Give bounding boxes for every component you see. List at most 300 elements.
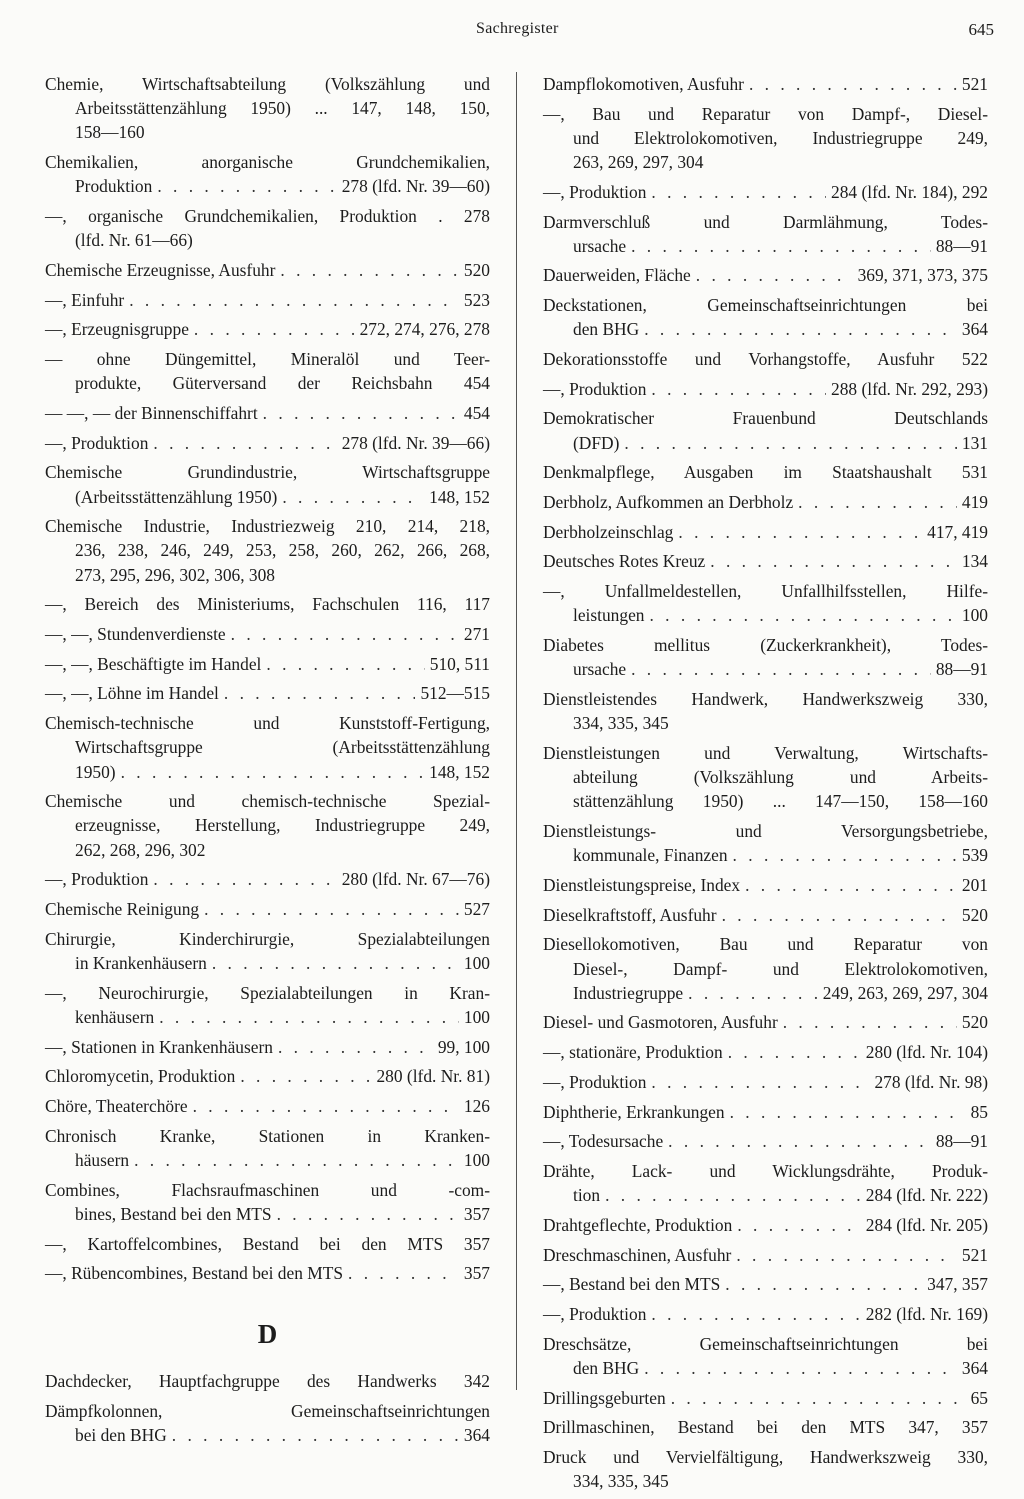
index-term: —, —, Beschäftigte im Handel	[45, 653, 262, 674]
dot-leader	[278, 1035, 433, 1059]
page-reference: 357	[463, 1263, 490, 1284]
page-reference: 134	[961, 551, 988, 572]
index-line: stättenzählung 1950) ... 147—150, 158—160	[573, 791, 988, 812]
index-line	[543, 1213, 988, 1237]
dot-leader	[644, 1356, 957, 1380]
index-line: Diesellokomotiven, Bau und Reparatur von	[543, 934, 988, 955]
index-entry	[45, 622, 490, 646]
index-entry	[45, 897, 490, 921]
page-reference: 523	[463, 289, 490, 310]
index-line	[45, 288, 490, 312]
index-entry	[543, 1159, 988, 1207]
page-reference: 364	[961, 1357, 988, 1378]
dot-leader	[651, 1070, 869, 1094]
index-term: Diesel- und Gasmotoren, Ausfuhr	[543, 1012, 778, 1033]
page-header	[0, 20, 1024, 44]
dot-leader	[733, 843, 957, 867]
index-line: Chemische Grundindustrie, Wirtschaftsgruppe	[45, 462, 490, 483]
dot-leader	[749, 72, 957, 96]
index-entry	[543, 1100, 988, 1124]
index-term: bines, Bestand bei den MTS	[75, 1203, 272, 1224]
index-entry	[45, 514, 490, 587]
page-reference: 100	[463, 953, 490, 973]
index-term: —, Stationen in Krankenhäusern	[45, 1036, 273, 1057]
dot-leader	[651, 180, 826, 204]
index-line	[543, 180, 988, 204]
index-line: erzeugnisse, Herstellung, Industriegruppe 249,	[75, 815, 490, 836]
index-line	[543, 603, 988, 627]
dot-leader	[134, 1148, 459, 1172]
index-entry	[543, 293, 988, 341]
page-reference: 278 (lfd. Nr. 98)	[874, 1071, 988, 1092]
dot-leader	[263, 401, 459, 425]
dot-leader	[798, 490, 957, 514]
index-term: —, Bestand bei den MTS	[543, 1274, 721, 1295]
index-line: Drähte, Lack- und Wicklungsdrähte, Produk-	[543, 1160, 988, 1181]
page-reference: 419	[961, 492, 988, 513]
index-line: — ohne Düngemittel, Mineralöl und Teer-	[45, 349, 490, 370]
index-line	[543, 490, 988, 514]
index-line	[543, 981, 988, 1005]
index-line: Diesel-, Dampf- und Elektrolokomotiven,	[573, 958, 988, 979]
column-divider	[516, 72, 517, 1390]
dot-leader	[121, 760, 425, 784]
index-line: Drillmaschinen, Bestand bei den MTS 347, 357	[543, 1417, 988, 1438]
index-term: (DFD)	[573, 432, 620, 453]
index-entry	[45, 204, 490, 252]
dot-leader	[204, 897, 459, 921]
index-entry	[45, 1064, 490, 1088]
dot-leader	[644, 317, 957, 341]
dot-leader	[783, 1010, 957, 1034]
index-entry	[543, 1243, 988, 1267]
dot-leader	[194, 317, 355, 341]
index-term: Drahtgeflechte, Produktion	[543, 1214, 733, 1235]
index-entry	[45, 317, 490, 341]
index-line: 262, 268, 296, 302	[75, 839, 206, 860]
index-entry	[45, 1399, 490, 1447]
index-entry	[543, 72, 988, 96]
left-column	[45, 72, 490, 1453]
index-entry	[543, 1272, 988, 1296]
page-reference: 284 (lfd. Nr. 205)	[865, 1214, 988, 1235]
index-entry	[543, 1129, 988, 1153]
index-entry	[543, 1070, 988, 1094]
index-entry	[45, 927, 490, 975]
page-reference: 347, 357	[927, 1274, 988, 1295]
dot-leader	[737, 1213, 860, 1237]
index-line	[543, 1356, 988, 1380]
index-term: Industriegruppe	[573, 982, 684, 1003]
index-entry	[45, 1094, 490, 1118]
index-line	[543, 1386, 988, 1410]
page-reference: 126	[463, 1096, 490, 1117]
index-line	[543, 317, 988, 341]
index-term: ursache	[573, 235, 627, 256]
dot-leader	[671, 1386, 966, 1410]
index-term: den BHG	[573, 1357, 640, 1378]
index-line: 263, 269, 297, 304	[573, 152, 704, 173]
dot-leader	[159, 1005, 459, 1029]
index-entry	[543, 687, 988, 735]
dot-leader	[745, 873, 957, 897]
index-line	[543, 1129, 988, 1153]
index-line: Chirurgie, Kinderchirurgie, Spezialabteilungen	[45, 928, 490, 949]
index-term: Diphtherie, Erkrankungen	[543, 1101, 725, 1122]
dot-leader	[688, 981, 818, 1005]
index-line: Deckstationen, Gemeinschaftseinrichtungen bei	[543, 295, 988, 316]
index-entry	[543, 347, 988, 371]
index-term: Derbholz, Aufkommen an Derbholz	[543, 492, 794, 513]
page-reference: 527	[463, 899, 490, 920]
index-entry	[543, 490, 988, 514]
index-entry	[543, 819, 988, 867]
page-reference: 454	[463, 402, 490, 423]
index-entry	[543, 102, 988, 175]
index-term: —, —, Stundenverdienste	[45, 624, 226, 645]
index-line	[45, 174, 490, 198]
index-term: kenhäusern	[75, 1006, 155, 1027]
index-line: (lfd. Nr. 61—66)	[75, 230, 193, 251]
index-entry	[543, 903, 988, 927]
page-number: 645	[968, 20, 994, 39]
index-term: —, Einfuhr	[45, 289, 125, 310]
index-term: —, Produktion	[543, 1303, 647, 1324]
index-term: —, Produktion	[543, 378, 647, 399]
index-line: Chemische und chemisch-technische Spezial-	[45, 791, 490, 812]
page-reference: 369, 371, 373, 375	[857, 265, 988, 286]
index-term: Chloromycetin, Produktion	[45, 1066, 236, 1087]
page-reference: 280 (lfd. Nr. 104)	[865, 1042, 988, 1063]
page-reference: 278 (lfd. Nr. 39—60)	[341, 176, 490, 197]
dot-leader	[730, 1100, 966, 1124]
page-reference: 88—91	[935, 235, 988, 256]
page-reference: 148, 152	[429, 486, 490, 507]
page-reference: 364	[463, 1425, 490, 1446]
index-term: Chemische Reinigung	[45, 899, 200, 920]
index-entry	[543, 873, 988, 897]
page-reference: 100	[463, 1006, 490, 1027]
index-entry	[45, 288, 490, 312]
index-term: bei den BHG	[75, 1425, 167, 1446]
index-term: Derbholzeinschlag	[543, 521, 674, 542]
index-line	[543, 549, 988, 573]
index-line: Demokratischer Frauenbund Deutschlands	[543, 408, 988, 429]
index-line	[45, 681, 490, 705]
index-term: Produktion	[75, 176, 153, 197]
index-term: —, Erzeugnisgruppe	[45, 319, 189, 340]
index-line: —, Bereich des Ministeriums, Fachschulen 116, 117	[45, 594, 490, 615]
running-title: Sachregister	[476, 20, 559, 37]
index-entry	[45, 1178, 490, 1226]
dot-leader	[678, 520, 922, 544]
index-entry	[543, 1010, 988, 1034]
index-term: Chemische Erzeugnisse, Ausfuhr	[45, 259, 276, 280]
page-reference: 521	[961, 1244, 988, 1265]
index-line	[45, 1035, 490, 1059]
index-entry	[45, 431, 490, 455]
index-line: Dekorationsstoffe und Vorhangstoffe, Ausfuhr 522	[543, 349, 988, 370]
index-entry	[543, 741, 988, 814]
index-term: in Krankenhäusern	[75, 953, 207, 973]
dot-leader	[605, 1183, 861, 1207]
index-term: 1950)	[75, 761, 116, 782]
index-line	[543, 431, 988, 455]
index-term: Chöre, Theaterchöre	[45, 1096, 188, 1117]
index-term: Dampflokomotiven, Ausfuhr	[543, 74, 744, 94]
dot-leader	[725, 1272, 922, 1296]
index-line: —, organische Grundchemikalien, Produktion . 278	[45, 206, 490, 227]
index-line: Denkmalpflege, Ausgaben im Staatshaushalt 531	[543, 462, 988, 483]
index-term: kommunale, Finanzen	[573, 845, 728, 866]
index-line: 273, 295, 296, 302, 306, 308	[75, 564, 275, 585]
page-reference: 100	[961, 605, 988, 626]
index-line: Dienstleistungen und Verwaltung, Wirtschafts-	[543, 742, 988, 763]
index-line	[543, 1070, 988, 1094]
index-entry	[45, 72, 490, 145]
index-term: —, Rübencombines, Bestand bei den MTS	[45, 1263, 344, 1284]
index-line	[543, 1272, 988, 1296]
dot-leader	[282, 485, 424, 509]
dot-leader	[722, 903, 957, 927]
dot-leader	[277, 1202, 459, 1226]
index-line	[45, 1148, 490, 1172]
dot-leader	[631, 657, 931, 681]
dot-leader	[193, 1094, 459, 1118]
index-line: Druck und Vervielfältigung, Handwerkszweig 330,	[543, 1446, 988, 1467]
index-line	[45, 1005, 490, 1029]
page-reference: 148, 152	[429, 761, 490, 782]
index-term: (Arbeitsstättenzählung 1950)	[75, 486, 278, 507]
index-line	[543, 1302, 988, 1326]
page-reference: 282 (lfd. Nr. 169)	[865, 1303, 988, 1324]
index-entry	[543, 460, 988, 484]
index-entry	[45, 592, 490, 616]
page-reference: 272, 274, 276, 278	[359, 319, 490, 340]
index-line: Chemie, Wirtschaftsabteilung (Volkszählung und	[45, 74, 490, 94]
index-entry	[543, 633, 988, 681]
index-line: Dreschsätze, Gemeinschaftseinrichtungen bei	[543, 1333, 988, 1354]
index-entries-c-section	[45, 72, 490, 1285]
dot-leader	[710, 549, 957, 573]
index-line	[543, 903, 988, 927]
index-entry	[45, 867, 490, 891]
page-reference: 201	[961, 874, 988, 895]
index-line: Darmverschluß und Darmlähmung, Todes-	[543, 211, 988, 232]
index-line	[45, 867, 490, 891]
dot-leader	[668, 1129, 931, 1153]
index-line: Chemische Industrie, Industriezweig 210, 214, 218,	[45, 516, 490, 537]
index-term: häusern	[75, 1149, 130, 1170]
page-reference: 510, 511	[429, 653, 490, 674]
index-entry	[543, 1213, 988, 1237]
index-line: —, Unfallmeldestellen, Unfallhilfsstellen, Hilfe-	[543, 581, 988, 602]
dot-leader	[631, 234, 931, 258]
index-term: —, —, Löhne im Handel	[45, 683, 219, 704]
page-reference: 521	[961, 74, 988, 94]
index-term: leistungen	[573, 605, 645, 626]
index-line	[543, 520, 988, 544]
index-line	[543, 234, 988, 258]
index-line: Dienstleistungs- und Versorgungsbetriebe,	[543, 820, 988, 841]
page-reference: 65	[970, 1387, 988, 1408]
index-line	[45, 1094, 490, 1118]
index-line: —, Kartoffelcombines, Bestand bei den MTS 357	[45, 1233, 490, 1254]
index-entry	[45, 347, 490, 395]
dot-leader	[651, 377, 826, 401]
index-term: Dienstleistungspreise, Index	[543, 874, 741, 895]
page-reference: 88—91	[935, 659, 988, 680]
page-reference: 131	[961, 432, 988, 453]
index-line: produkte, Güterversand der Reichsbahn 454	[75, 373, 490, 394]
index-entry	[543, 263, 988, 287]
index-line	[45, 431, 490, 455]
dot-leader	[212, 951, 459, 975]
index-entry	[543, 1040, 988, 1064]
index-line: Chronisch Kranke, Stationen in Kranken-	[45, 1125, 490, 1146]
dot-leader	[240, 1064, 371, 1088]
index-entry	[543, 520, 988, 544]
index-entry	[45, 460, 490, 508]
index-line: und Elektrolokomotiven, Industriegruppe 249,	[573, 127, 988, 148]
dot-leader	[266, 652, 424, 676]
index-line	[543, 1010, 988, 1034]
page-reference: 288 (lfd. Nr. 292, 293)	[831, 378, 988, 399]
index-line: —, Bau und Reparatur von Dampf-, Diesel-	[543, 103, 988, 124]
index-entry	[543, 210, 988, 258]
index-line	[45, 317, 490, 341]
index-term: —, Produktion	[543, 1071, 647, 1092]
index-line	[543, 1243, 988, 1267]
dot-leader	[172, 1423, 459, 1447]
index-line	[45, 622, 490, 646]
dot-leader	[231, 622, 459, 646]
page-reference: 364	[961, 319, 988, 340]
page-reference: 357	[463, 1203, 490, 1224]
index-entry	[543, 406, 988, 454]
index-entry	[45, 1261, 490, 1285]
index-entry	[45, 258, 490, 282]
dot-leader	[696, 263, 853, 287]
index-line: Dachdecker, Hauptfachgruppe des Handwerks 342	[45, 1371, 490, 1392]
index-term: —, stationäre, Produktion	[543, 1042, 723, 1063]
index-line	[45, 760, 490, 784]
index-line	[45, 1064, 490, 1088]
index-term: —, Todesursache	[543, 1131, 664, 1152]
index-line	[45, 485, 490, 509]
index-term: —, Produktion	[45, 432, 149, 453]
index-entries-d-section-continued	[543, 72, 988, 1493]
page-reference: 99, 100	[437, 1036, 490, 1057]
index-line	[543, 1100, 988, 1124]
index-entry	[543, 377, 988, 401]
index-line: Combines, Flachsraufmaschinen und -com-	[45, 1179, 490, 1200]
index-line: Wirtschaftsgruppe (Arbeitsstättenzählung	[75, 737, 490, 758]
index-entries-d-section	[45, 1369, 490, 1447]
page-reference: 278 (lfd. Nr. 39—66)	[341, 432, 490, 453]
index-line	[45, 951, 490, 975]
index-line	[45, 1261, 490, 1285]
index-entry	[543, 1332, 988, 1380]
index-term: tion	[573, 1185, 601, 1206]
index-term: Dreschmaschinen, Ausfuhr	[543, 1244, 732, 1265]
index-entry	[45, 711, 490, 784]
index-line	[45, 652, 490, 676]
index-term: Drillingsgeburten	[543, 1387, 666, 1408]
index-term: den BHG	[573, 319, 640, 340]
page-reference: 284 (lfd. Nr. 222)	[865, 1185, 988, 1206]
index-line	[543, 873, 988, 897]
page-reference: 88—91	[935, 1131, 988, 1152]
index-line	[543, 657, 988, 681]
right-column	[543, 72, 988, 1499]
page-reference: 520	[463, 259, 490, 280]
index-line	[543, 843, 988, 867]
index-entry	[45, 1232, 490, 1256]
index-line: Chemisch-technische und Kunststoff-Fertigung,	[45, 713, 490, 734]
page-reference: 520	[961, 1012, 988, 1033]
page-reference: 512—515	[420, 683, 490, 704]
page-reference: 280 (lfd. Nr. 67—76)	[341, 869, 490, 890]
index-term: —, Produktion	[45, 869, 149, 890]
page-reference: 280 (lfd. Nr. 81)	[376, 1066, 490, 1087]
index-entry	[543, 1445, 988, 1493]
index-term: Deutsches Rotes Kreuz	[543, 551, 706, 572]
index-line: Dienstleistendes Handwerk, Handwerkszweig 330,	[543, 688, 988, 709]
index-entry	[45, 1035, 490, 1059]
index-entry	[45, 1369, 490, 1393]
page-reference: 520	[961, 904, 988, 925]
index-entry	[543, 579, 988, 627]
index-line	[543, 1183, 988, 1207]
index-line: Dämpfkolonnen, Gemeinschaftseinrichtungen	[45, 1401, 490, 1422]
index-line	[543, 377, 988, 401]
index-line: abteilung (Volkszählung und Arbeits-	[573, 767, 988, 788]
index-entry	[45, 681, 490, 705]
page-reference: 539	[961, 845, 988, 866]
index-entry	[45, 652, 490, 676]
index-line	[543, 72, 988, 96]
index-line: 334, 335, 345	[573, 1471, 669, 1492]
index-line: —, Neurochirurgie, Spezialabteilungen in Kran-	[45, 982, 490, 1003]
index-line	[45, 258, 490, 282]
dot-leader	[649, 603, 956, 627]
index-line: Diabetes mellitus (Zuckerkrankheit), Todes-	[543, 635, 988, 656]
index-line	[543, 263, 988, 287]
index-line	[45, 1202, 490, 1226]
dot-leader	[280, 258, 459, 282]
index-line	[45, 897, 490, 921]
page-reference: 100	[463, 1149, 490, 1170]
page-reference: 284 (lfd. Nr. 184), 292	[831, 181, 988, 202]
dot-leader	[728, 1040, 861, 1064]
page-reference: 85	[970, 1101, 988, 1122]
index-entry	[543, 932, 988, 1005]
dot-leader	[736, 1243, 957, 1267]
index-term: — —, — der Binnenschiffahrt	[45, 402, 258, 423]
dot-leader	[153, 431, 336, 455]
index-entry	[45, 1124, 490, 1172]
index-line: 158—160	[75, 122, 145, 143]
index-entry	[45, 789, 490, 862]
index-term: Dauerweiden, Fläche	[543, 265, 691, 286]
index-line: 334, 335, 345	[573, 713, 669, 734]
index-entry	[543, 1415, 988, 1439]
dot-leader	[348, 1261, 459, 1285]
index-line: Chemikalien, anorganische Grundchemikalien,	[45, 152, 490, 173]
index-entry	[543, 549, 988, 573]
index-line	[45, 1423, 490, 1447]
